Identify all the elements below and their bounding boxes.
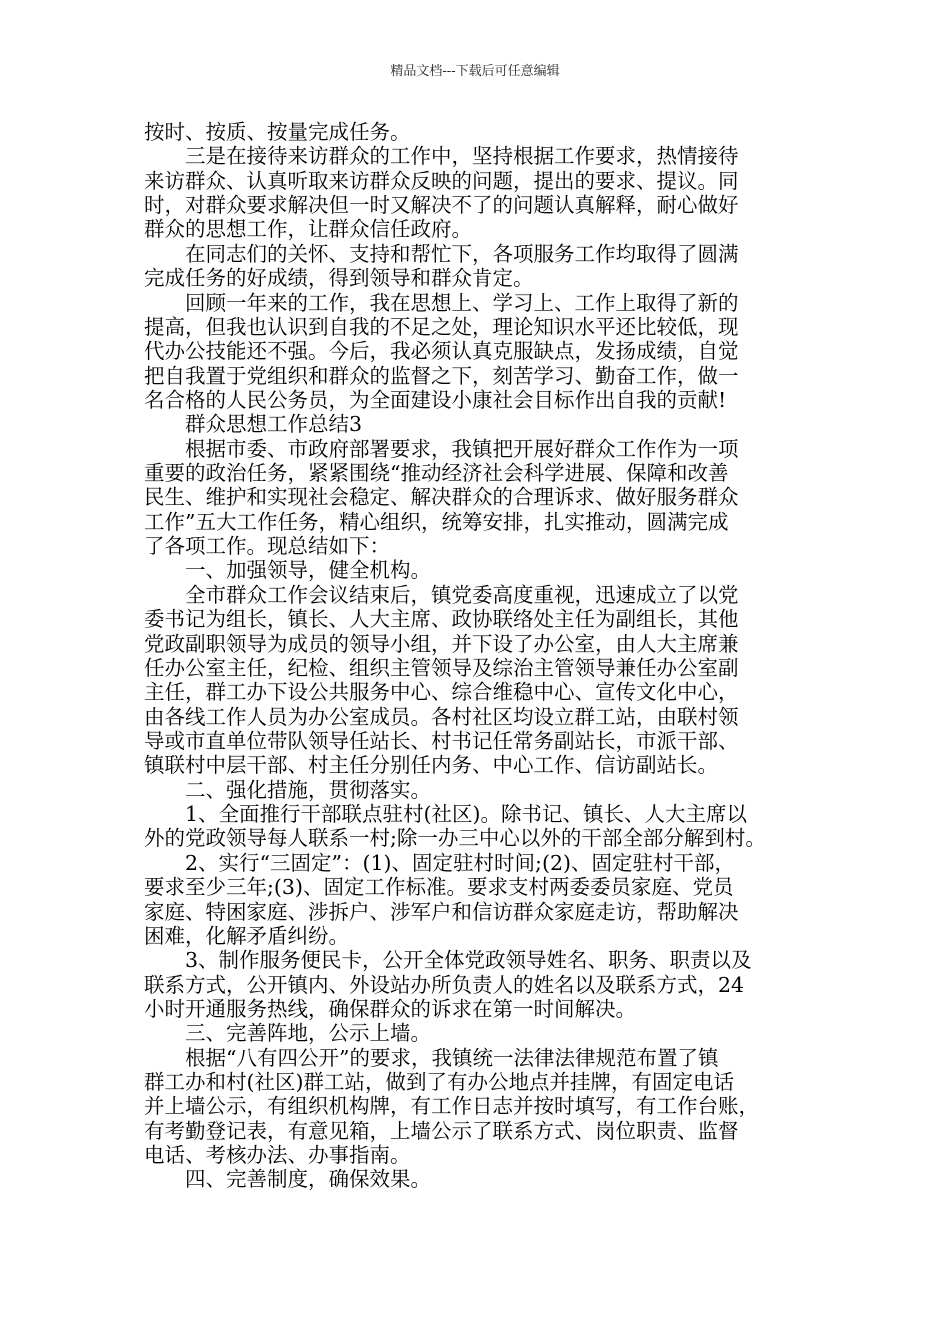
text-line: 外的党政领导每人联系一村;除一办三中心以外的干部全部分解到村。: [144, 826, 766, 851]
text-line: 群工办和村(社区)群工站，做到了有办公地点并挂牌，有固定电话: [144, 1070, 734, 1095]
text-line: 代办公技能还不强。今后，我必须认真克服缺点，发扬成绩，自觉: [144, 339, 739, 364]
text-line: 在同志们的关怀、支持和帮忙下，各项服务工作均取得了圆满: [144, 241, 739, 266]
text-line: 任办公室主任，纪检、组织主管领导及综治主管领导兼任办公室副: [144, 655, 739, 680]
text-line: 三、完善阵地，公示上墙。: [144, 1021, 431, 1046]
text-line: 三是在接待来访群众的工作中，坚持根据工作要求，热情接待: [144, 144, 739, 169]
text-line: 四、完善制度，确保效果。: [144, 1167, 431, 1192]
text-line: 导或市直单位带队领导任站长、村书记任常务副站长，市派干部、: [144, 728, 739, 753]
text-line: 重要的政治任务，紧紧围绕“推动经济社会科学进展、保障和改善: [144, 461, 729, 486]
text-line: 根据“八有四公开”的要求，我镇统一法律法律规范布置了镇: [144, 1045, 719, 1070]
text-line: 群众思想工作总结3: [144, 412, 363, 437]
text-line: 群众的思想工作，让群众信任政府。: [144, 217, 472, 242]
text-line: 小时开通服务热线，确保群众的诉求在第一时间解决。: [144, 996, 636, 1021]
text-line: 民生、维护和实现社会稳定、解决群众的合理诉求、做好服务群众: [144, 485, 739, 510]
text-line: 全市群众工作会议结束后，镇党委高度重视，迅速成立了以党: [144, 582, 739, 607]
text-line: 困难，化解矛盾纠纷。: [144, 923, 349, 948]
text-line: 二、强化措施，贯彻落实。: [144, 777, 431, 802]
text-line: 主任，群工办下设公共服务中心、综合维稳中心、宣传文化中心，: [144, 680, 739, 705]
text-line: 由各线工作人员为办公室成员。各村社区均设立群工站，由联村领: [144, 704, 739, 729]
text-line: 2、实行“三固定”：(1)、固定驻村时间;(2)、固定驻村干部，: [144, 850, 735, 875]
page-header: 精品文档---下载后可任意编辑: [390, 64, 560, 79]
text-line: 1、全面推行干部联点驻村(社区)。除书记、镇长、人大主席以: [144, 802, 748, 827]
text-line: 提高，但我也认识到自我的不足之处，理论知识水平还比较低，现: [144, 314, 739, 339]
text-line: 完成任务的好成绩，得到领导和群众肯定。: [144, 266, 534, 291]
text-line: 名合格的人民公务员，为全面建设小康社会目标作出自我的贡献!: [144, 387, 727, 412]
text-line: 并上墙公示，有组织机构牌，有工作日志并按时填写，有工作台账，: [144, 1094, 759, 1119]
text-line: 了各项工作。现总结如下：: [144, 534, 390, 559]
text-line: 来访群众、认真听取来访群众反映的问题，提出的要求、提议。同: [144, 168, 739, 193]
text-line: 委书记为组长，镇长、人大主席、政协联络处主任为副组长，其他: [144, 607, 739, 632]
text-line: 联系方式，公开镇内、外设站办所负责人的姓名以及联系方式，24: [144, 972, 745, 997]
text-line: 按时、按质、按量完成任务。: [144, 120, 411, 144]
document-body: [144, 120, 812, 1192]
text-line: 家庭、特困家庭、涉拆户、涉军户和信访群众家庭走访，帮助解决: [144, 899, 739, 924]
text-line: 时，对群众要求解决但一时又解决不了的问题认真解释，耐心做好: [144, 193, 739, 218]
text-line: 回顾一年来的工作，我在思想上、学习上、工作上取得了新的: [144, 290, 739, 315]
text-line: 有考勤登记表，有意见箱，上墙公示了联系方式、岗位职责、监督: [144, 1118, 739, 1143]
text-line: 电话、考核办法、办事指南。: [144, 1143, 411, 1168]
text-line: 党政副职领导为成员的领导小组，并下设了办公室，由人大主席兼: [144, 631, 739, 656]
text-line: 要求至少三年;(3)、固定工作标准。要求支村两委委员家庭、党员: [144, 875, 734, 900]
text-line: 一、加强领导，健全机构。: [144, 558, 431, 583]
text-line: 根据市委、市政府部署要求，我镇把开展好群众工作作为一项: [144, 436, 739, 461]
text-line: 工作”五大工作任务，精心组织，统筹安排，扎实推动，圆满完成: [144, 509, 729, 534]
text-line: 把自我置于党组织和群众的监督之下，刻苦学习、勤奋工作，做一: [144, 363, 739, 388]
text-line: 镇联村中层干部、村主任分别任内务、中心工作、信访副站长。: [144, 753, 718, 778]
text-line: 3、制作服务便民卡，公开全体党政领导姓名、职务、职责以及: [144, 948, 752, 973]
